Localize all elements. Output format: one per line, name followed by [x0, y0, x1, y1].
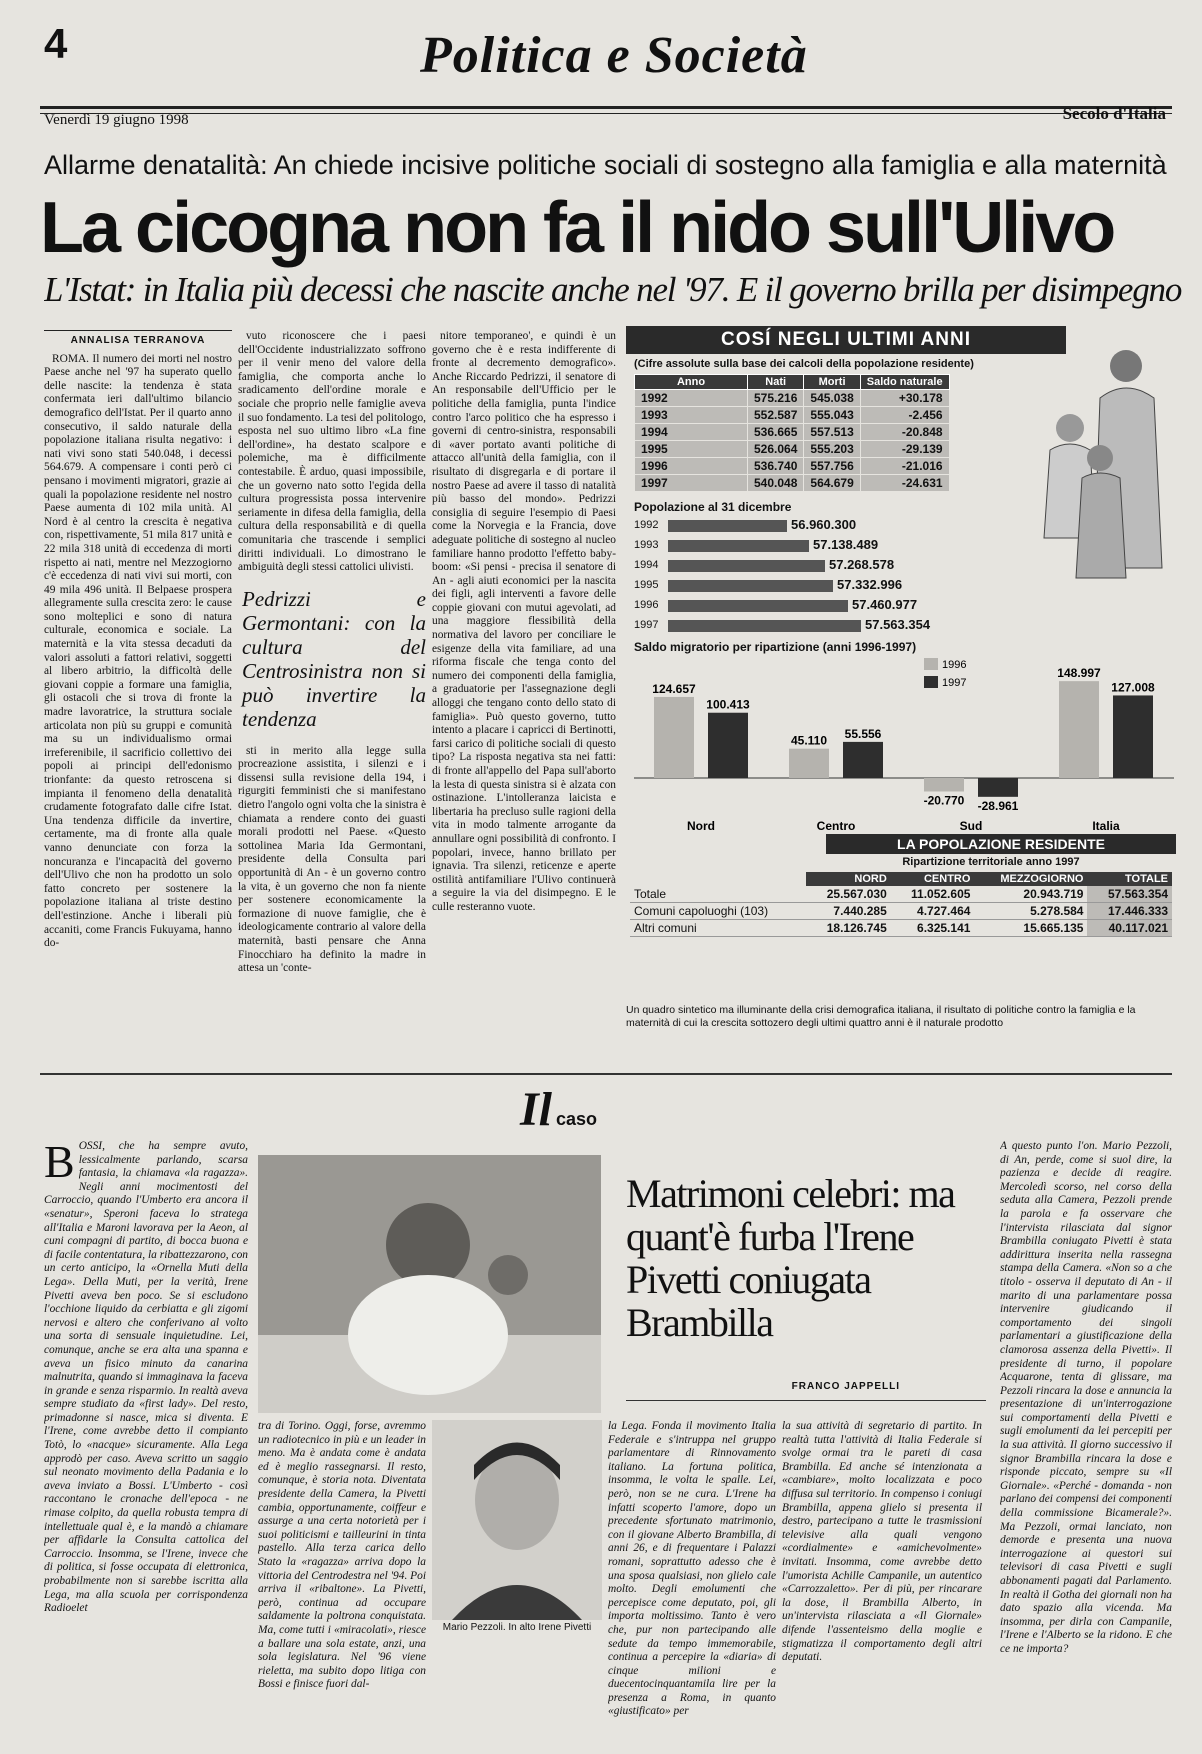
migration-value: -20.770 — [923, 793, 965, 808]
annual-table — [634, 374, 950, 492]
resident-row — [630, 920, 1172, 937]
annual-cell: 1992 — [635, 390, 748, 407]
migration-category: Italia — [1092, 819, 1120, 833]
migration-value: 127.008 — [1111, 680, 1155, 695]
annual-cell: 1997 — [635, 475, 748, 492]
drop-cap: B — [44, 1140, 75, 1187]
case-column-5 — [1000, 1140, 1172, 1740]
top-rule-thin — [40, 113, 1172, 114]
population-bars — [634, 500, 1176, 636]
migration-bar — [1059, 681, 1099, 778]
resident-header: TOTALE — [1087, 872, 1172, 886]
article-column-3 — [432, 330, 616, 1050]
population-bar — [668, 600, 848, 612]
migration-svg — [634, 654, 1174, 834]
population-year: 1995 — [634, 579, 659, 591]
population-value: 57.563.354 — [865, 617, 931, 632]
annual-row — [635, 424, 950, 441]
resident-title: LA POPOLAZIONE RESIDENTE — [826, 834, 1176, 854]
article-text-col1: ROMA. Il numero dei morti nel nostro Paese anche nel '97 ha superato quello delle nascite: la tendenza è stata confermata ieri dall'ultimo bilancio demografico dell'Istat. Per il quarto anno consecutivo, il saldo naturale della popolazione italiana risulta negativo: i nati vivi sono stati 540.048, i decessi 564.679. A compensare i conti però ci pensano i movimenti migratori, grazie ai quali la popolazione residente nel nostro Paese aumenta di 102 mila unità. Al Nord è al centro la crescita è negativa con, rispettivamente, 51 mila 817 unità e 22 mila 318 unità di eccedenza di morti rispetto ai nati, mentre nel Mezzogiorno c'è eccedenza di nati vivi sui morti, con 49 mila 496 unità. Il Belpaese prospera allegramente sulla crescita zero: le cause sono molteplici e sono di natura culturale, economica e sociale. La maternità e la vita stessa decaduti da valori assoluti a fattori relativi, soggetti al libero arbitrio, la difficoltà delle giovani coppie a formare una famiglia, gli ostacoli che si trova di fronte la madre lavoratrice, la struttura sociale articolata non più su gruppi e comunità ma su un individualismo ormai irreferenibile, il sacrificio collettivo dei popoli ai principi dell'edonismo trionfante: da questo retroscena si impianta il fenomeno della denatalità crudamente fotografato dalle cifre Istat. Una tendenza difficile da invertire, certamente, ma di fronte alla quale vanno denunciate con forza la noncuranza e l'incapacità del governo dell'Ulivo che non ha prodotto un solo fatto concreto per sostenere la popolazione italiana al triste destino dell'estinzione. Anche i liberali più accaniti, come Francis Fukuyama, hanno do- — [44, 352, 232, 950]
resident-cell: 57.563.354 — [1087, 886, 1172, 903]
population-year: 1997 — [634, 619, 659, 631]
resident-subtitle: Ripartizione territoriale anno 1997 — [902, 856, 1080, 868]
population-bar — [668, 620, 861, 632]
annual-row — [635, 441, 950, 458]
pull-quote: Pedrizzi e Germontani: con la cultura del Centrosinistra non si può invertire la tendenza — [242, 586, 426, 731]
population-year: 1994 — [634, 559, 659, 571]
migration-bar — [924, 778, 964, 792]
illustration-head — [1056, 414, 1084, 442]
migration-category: Nord — [687, 819, 715, 833]
population-bar — [668, 520, 787, 532]
resident-row — [630, 903, 1172, 920]
migration-bar — [978, 778, 1018, 797]
population-bar — [668, 560, 825, 572]
resident-cell: 11.052.605 — [891, 886, 975, 903]
annual-cell: -21.016 — [860, 458, 949, 475]
population-value: 57.268.578 — [829, 557, 895, 572]
migration-value: 100.413 — [706, 697, 750, 712]
population-row — [634, 556, 1176, 576]
legend-swatch — [924, 676, 938, 688]
case-text-col5: A questo punto l'on. Mario Pezzoli, di An, perde, come si suol dire, la pazienza e decide di reagire. Mercoledì scorso, nel corso della seduta alla Camera, Pezzoli prende la parola e fa osservare che l'intervista rilasciata dal signor Brambilla coniugato Pivetti è stata addirittura inserita nella rassegna stampa della Camera. «Non so a che titolo - osserva il deputato di An - il marito di una parlamentare possa intervenire giudicando il comportamento dei singoli parlamentari a giustificazione della clamorosa assenza della Pivetti». Il presidente di turno, il popolare Acquarone, tenta di glissare, ma Pezzoli rincara la dose e annuncia la presentazione di un'interrogazione sui comportamenti della Pivetti e sugli emolumenti da lei percepiti per la sua attività. Il giorno successivo il signor Brambilla rincara la dose e risponde piccato, sempre su «Il Giornale». «Perché - domanda - non parlano dei compensi dei componenti della commissione Bicamerale?». Ma Pezzoli, ormai lanciato, non demorde e presenta una nuova interrogazione ai questori sui televisori di casa Pivetti e sugli abbonamenti pagati dal Parlamento. In realtà il Gotha dei giornali non ha dato spazio alla vicenda. Ma insomma, per dirla con Campanile, l'Irene e l'Alberto se la ridono. E che ce ne importa? — [1000, 1140, 1172, 1655]
population-bar — [668, 580, 833, 592]
photo-placeholder — [258, 1155, 601, 1413]
migration-value: 55.556 — [844, 726, 882, 741]
photo-caption: Mario Pezzoli. In alto Irene Pivetti — [442, 1622, 592, 1633]
article-column-2 — [238, 330, 426, 1050]
article-subhead: L'Istat: in Italia più decessi che nascite anche nel '97. E il governo brilla per disimpegno — [44, 270, 1182, 309]
annual-cell: 526.064 — [748, 441, 804, 458]
demographic-infographic — [626, 326, 1176, 996]
illustration-head — [1087, 445, 1113, 471]
chart-caption: Un quadro sintetico ma illuminante della crisi demografica italiana, il risultato di politiche contro la famiglia e la maternità di cui la crescita sottozero degli ultimi quattro anni è il naturale prodotto — [626, 1004, 1136, 1029]
resident-header: MEZZOGIORNO — [974, 872, 1087, 886]
case-column-3 — [608, 1420, 776, 1740]
annual-cell: 540.048 — [748, 475, 804, 492]
case-text-col1: OSSI, che ha sempre avuto, lessicalmente parlando, scarsa fantasia, la chiamava «la ragazza». Negli anni mocimentosti del Carroccio, quando l'Umberto era ancora il «senatur», Speroni faceva lo stratega all'Italia e Maroni lavorava per la Aeon, al cuni compagni di partito, di bocca buona e di facile contentatura, la ribattezzarono, con un certo anticipo, la «Ornella Muti della Lega». Della Muti, per la verità, Irene Pivetti aveva ben poco. Se si escludono l'occhione liquido da cerbiatta e gli zigomi nervosi e altero che conferivano al volto una sorta di sensuale inquietudine. Lei, comunque, anche se era alta una spanna e aveva un fisico minuto da canarina malnutrita, quando si immaginava la faceva in grande e senza risparmio. In realtà aveva sempre studiato da «first lady». Del resto, primadonne si nasce, mica si diventa. E l'Irene, come avrebbe detto il compianto Totò, lo «nacque» sicuramente. Alla Lega approdò per caso. Aveva scritto un saggio sul neonato movimento della Padania e lo aveva inviato a Bossi. L'Umberto - così raccontano le cronache dell'epoca - ne rimase colpito, da quella robusta tempra di intellettuale qual è, e la mandò a chiamare per affidarle la Consulta cattolica del Carroccio. Insomma, se l'Irene, invece che di politica, si fosse occupata di elettronica, probabilmente non si sarebbe iscritta alla Lega, ma alla scuola per corrispondenza Radioelet — [44, 1140, 248, 1615]
population-value: 57.460.977 — [852, 597, 918, 612]
resident-cell: 18.126.745 — [806, 920, 890, 937]
photo-mario-pezzoli — [432, 1420, 602, 1620]
annual-row — [635, 390, 950, 407]
resident-table — [630, 872, 1172, 937]
legend-label: 1996 — [942, 659, 967, 671]
annual-cell: -2.456 — [860, 407, 949, 424]
resident-cell: 40.117.021 — [1087, 920, 1172, 937]
annual-cell: 557.756 — [804, 458, 860, 475]
annual-cell: 555.043 — [804, 407, 860, 424]
case-column-2 — [258, 1420, 426, 1740]
chart-title: COSÍ NEGLI ULTIMI ANNI — [626, 326, 1066, 354]
resident-cell: Totale — [630, 886, 806, 903]
annual-cell: -29.139 — [860, 441, 949, 458]
migration-value: 45.110 — [790, 733, 828, 748]
resident-header: CENTRO — [891, 872, 975, 886]
population-year: 1993 — [634, 539, 659, 551]
illustration-head — [1110, 350, 1142, 382]
population-row — [634, 576, 1176, 596]
migration-bar — [1113, 695, 1153, 778]
population-row — [634, 536, 1176, 556]
resident-cell: 15.665.135 — [974, 920, 1087, 937]
section-divider — [40, 1073, 1172, 1075]
top-rule — [40, 106, 1172, 109]
migration-title: Saldo migratorio per ripartizione (anni 1996-1997) — [634, 640, 917, 654]
il-caso-big: Il — [520, 1083, 553, 1136]
annual-cell: 557.513 — [804, 424, 860, 441]
population-title: Popolazione al 31 dicembre — [634, 500, 792, 514]
population-year: 1992 — [634, 519, 659, 531]
resident-header — [630, 872, 806, 886]
annual-cell: -24.631 — [860, 475, 949, 492]
annual-header: Nati — [748, 375, 804, 390]
annual-cell: 555.203 — [804, 441, 860, 458]
page-number: 4 — [44, 20, 68, 67]
migration-bar — [708, 713, 748, 778]
case-text-col4: la sua attività di segretario di partito. In realtà tutta l'attività di Italia Federale si svolge ormai tra le pareti di casa Brambilla. Ed anche sé intenzionata a «cambiare», molto localizzata e poco diffusa sul territorio. In compenso i coniugi Brambilla, appena glielo si presenta il destro, partecipano a tutte le trasmissioni televisive alla quali vengono «cordialmente» e «amichevolmente» invitati. Insomma, come avrebbe detto l'umorista Achille Campanile, un autentico «Carrozzaletto». Per di più, per rincarare la dose, il Brambilla Alberto, in un'intervista rilasciata a «Il Giornale» difende l'assenteismo della moglie e stigmatizza il comportamento degli altri deputati. — [782, 1420, 982, 1664]
population-value: 56.960.300 — [791, 517, 857, 532]
population-bar — [668, 540, 809, 552]
population-year: 1996 — [634, 599, 659, 611]
population-value: 57.138.489 — [813, 537, 879, 552]
population-row — [634, 596, 1176, 616]
annual-cell: 536.740 — [748, 458, 804, 475]
annual-cell: 1993 — [635, 407, 748, 424]
population-value: 57.332.996 — [837, 577, 903, 592]
resident-cell: 5.278.584 — [974, 903, 1087, 920]
newspaper-logo: Secolo d'Italia — [1062, 104, 1166, 123]
article-byline: ANNALISA TERRANOVA — [44, 330, 232, 348]
annual-cell: 552.587 — [748, 407, 804, 424]
article-column-1 — [44, 330, 232, 1050]
migration-bar — [789, 749, 829, 778]
annual-cell: -20.848 — [860, 424, 949, 441]
annual-cell: 564.679 — [804, 475, 860, 492]
population-row — [634, 616, 1176, 636]
resident-cell: Altri comuni — [630, 920, 806, 937]
legend-label: 1997 — [942, 677, 967, 689]
migration-value: -28.961 — [977, 798, 1019, 813]
migration-value: 124.657 — [652, 681, 696, 696]
legend-swatch — [924, 658, 938, 670]
resident-cell: 6.325.141 — [891, 920, 975, 937]
resident-population — [626, 834, 1176, 937]
article-headline: La cicogna non fa il nido sull'Ulivo — [40, 188, 1114, 268]
article-text-col3: nitore temporaneo', e quindi è un governo che è e resta indifferente di fronte al decremento demografico». Anche Riccardo Pedrizzi, il senatore di An responsabile dell'Ufficio per le politiche della famiglia, punta l'indice contro l'arco politico che ha espresso i governi di centro-sinistra, responsabili di «aver portato avanti politiche di attacco all'unità della famiglia, con il risultato di disgregarla e di portare il nostro Paese ad avere il tasso di natalità più basso del mondo». Pedrizzi consiglia di seguire l'esempio di Paesi come la Norvegia e la Francia, dove adeguate politiche di sostegno al nucleo familiare hanno prodotto l'effetto baby-boom: «Si pensi - precisa il senatore di An - agli aiuti economici per la nascita dei figli, agli interventi a favore delle coppie giovani con mutui agevolati, ad una maggiore flessibilità della normativa del lavoro per conciliare le esigenze della vita familiare, ad una riforma fiscale che tenga conto del numero dei componenti della famiglia, a graduatorie per l'assegnazione degli alloggi che tengano conto dello stato di famiglia». Può questo governo, tutto intento a placare i capricci di Bertinotti, farsi carico di politiche sociali di questo tipo? La risposta negativa sta nei fatti: di fronte all'appello del Papa sull'aborto la lesta di questa sinistra si è alzata con ostinazione. L'intolleranza laicista e libertaria ha precluso sulle ragioni della vita in modo talmente arrogante da annullare ogni possibilità di confronto. I popolari, invece, hanno brillato per ignavia. Tra silenzi, reticenze e aperte ostilità antifamiliare l'Ulivo continuerà a seguire la via del disimpegno. E le culle resteranno vuote. — [432, 330, 616, 913]
migration-chart — [634, 640, 1176, 840]
photo-irene-pivetti — [258, 1155, 601, 1413]
migration-bar — [654, 697, 694, 778]
case-column-1 — [44, 1140, 248, 1740]
annual-row — [635, 475, 950, 492]
photo-placeholder — [432, 1420, 602, 1620]
migration-category: Centro — [816, 819, 856, 833]
resident-cell: 25.567.030 — [806, 886, 890, 903]
annual-header: Morti — [804, 375, 860, 390]
il-caso-small: caso — [556, 1109, 598, 1129]
population-row — [634, 516, 1176, 536]
annual-cell: 545.038 — [804, 390, 860, 407]
article-kicker: Allarme denatalità: An chiede incisive politiche sociali di sostegno alla famiglia e alla maternità — [44, 150, 1167, 180]
resident-cell: 17.446.333 — [1087, 903, 1172, 920]
case-title: Matrimoni celebri: ma quant'è furba l'Irene Pivetti coniugata Brambilla — [626, 1171, 955, 1345]
migration-bar — [843, 742, 883, 778]
annual-header: Anno — [635, 375, 748, 390]
section-title: Politica e Società — [420, 27, 808, 84]
migration-value: 148.997 — [1057, 666, 1101, 681]
resident-cell: Comuni capoluoghi (103) — [630, 903, 806, 920]
annual-cell: 575.216 — [748, 390, 804, 407]
migration-category: Sud — [959, 819, 983, 833]
dateline: Venerdì 19 giugno 1998 — [44, 112, 189, 128]
annual-cell: +30.178 — [860, 390, 949, 407]
case-text-col3: la Lega. Fonda il movimento Italia Federale e s'intruppa nel gruppo parlamentare di Rinnovamento italiano. La fortuna politica, insomma, le volta le spalle. Lei, però, non se ne cura. L'Irene ha infatti scoperto l'amore, dopo un precedente sfortunato matrimonio, con il giovane Alberto Brambilla, di anni 26, e di frequentare i Palazzi romani, soprattutto adesso che è una sposa qualsiasi, non glielo cale molto. Degli emolumenti che percepisce come deputato, poi, gli importa moltissimo. Tanto è vero che, pur non partecipando alle sedute da tempo immemorabile, continua a percepire la «diaria» di cinque milioni e duecentocinquantamila lire per la presenza a Roma, in quanto «giustificato» per — [608, 1420, 776, 1718]
resident-row — [630, 886, 1172, 903]
case-byline: FRANCO JAPPELLI — [791, 1381, 900, 1392]
article-text-col2b: sti in merito alla legge sulla procreazione assistita, i silenzi e i dissensi sulla revisione della 194, i rigurgiti femministi che si manifestano dietro l'angolo ogni volta che la sinistra è chiamata a rendere conto dei guasti morali prodotti nel Paese. «Questo sottolinea Maria Ida Germontani, presidente della Consulta pari opportunità di An - è un governo contro la vita, è un governo che non fa niente per sostenere economicamente la formazione di nuove famiglie, che è ideologicamente contrario al valore della maternità, basti pensare che Anna Finocchiaro ha definito la madre in attesa un 'conte- — [238, 744, 426, 975]
article-text-col2a: vuto riconoscere che i paesi dell'Occidente industrializzato soffrono per il venir meno del valore della famiglia, che comporta anche lo sradicamento dell'ordine morale e sociale che proprio nelle famiglie aveva il suo fondamento. La tesi del politologo, esposta nel suo ultimo libro «La fine dell'ordine», ha destato scalpore e polemiche, ma è difficilmente contestabile. È arduo, quasi impossibile, che un governo nato sotto l'egida della cultura progressista possa intervenire seriamente in difesa della famiglia, della cultura della responsabilità e di quella comunitaria che trascende i semplici diritti individuali. Lo dimostrano le ambiguità degli stessi cattolici ulivisti. — [238, 330, 426, 574]
annual-row — [635, 458, 950, 475]
annual-cell: 1996 — [635, 458, 748, 475]
resident-cell: 20.943.719 — [974, 886, 1087, 903]
chart-subtitle: (Cifre assolute sulla base dei calcoli della popolazione residente) — [634, 358, 974, 370]
resident-header: NORD — [806, 872, 890, 886]
annual-row — [635, 407, 950, 424]
case-text-col2: tra di Torino. Oggi, forse, avremmo un radiotecnico in più e un leader in meno. Ma è andata come è andata ed è meglio rassegnarsi. Il resto, comunque, è storia nota. Diventata presidente della Camera, la Pivetti cambia, opportunamente, coiffeur e assurge a una certa notorietà per i suoi politicismi e tailleurini in tinta pastello. Alla terza carica dello Stato la «ragazza» arriva dopo la vittoria del Centrodestra nel '94. Poi arriva il «ribaltone». La Pivetti, però, continua ad occupare saldamente la poltrona conquistata. Ma, come tutti i «miracolati», riesce a ballare una sola estate, anzi, una sola legislatura. Nel '96 viene rieletta, ma subito dopo litiga con Bossi e finisce fuori dal- — [258, 1420, 426, 1691]
case-column-4 — [782, 1420, 982, 1740]
annual-header: Saldo naturale — [860, 375, 949, 390]
annual-cell: 536.665 — [748, 424, 804, 441]
resident-cell: 4.727.464 — [891, 903, 975, 920]
il-caso-label — [520, 1082, 597, 1137]
annual-cell: 1995 — [635, 441, 748, 458]
case-rule — [626, 1400, 986, 1401]
annual-cell: 1994 — [635, 424, 748, 441]
resident-cell: 7.440.285 — [806, 903, 890, 920]
